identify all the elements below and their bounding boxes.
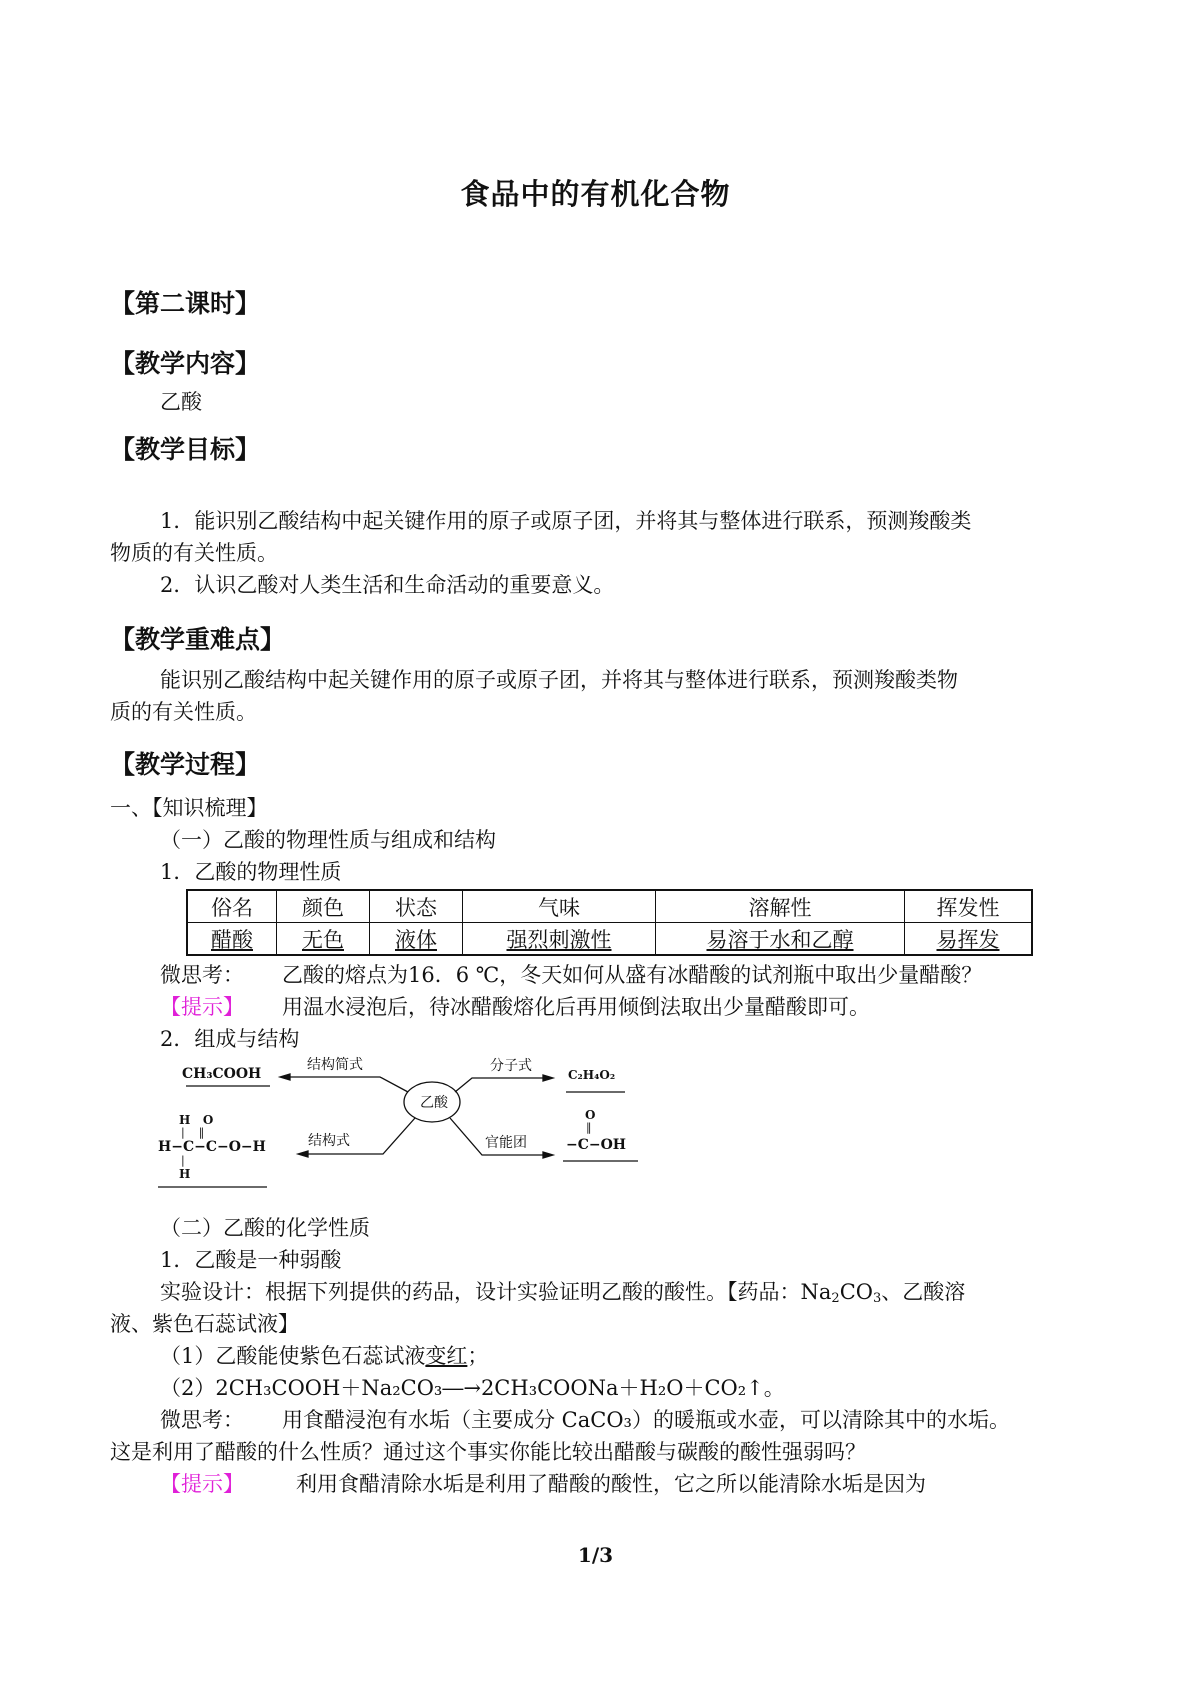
structure-diagram [150, 1050, 650, 1190]
process-heading: 【教学过程】 [110, 750, 261, 779]
table-cell: 醋酸 [187, 923, 277, 956]
experiment-text: 、乙酸溶 [881, 1280, 966, 1304]
item-3: 1．乙酸是一种弱酸 [160, 1248, 342, 1272]
func-group-double-bond: ‖ [586, 1121, 592, 1134]
goal-2: 2．认识乙酸对人类生活和生命活动的重要意义。 [160, 573, 615, 597]
goal-1-line-2: 物质的有关性质。 [110, 541, 278, 565]
struct-bottom: H [179, 1167, 191, 1181]
result-1 [160, 1340, 488, 1372]
result-answer: 变红 [425, 1344, 468, 1368]
think-1-text: 乙酸的熔点为16．6 ℃，冬天如何从盛有冰醋酸的试剂瓶中取出少量醋酸？ [282, 963, 983, 987]
goal-1-line-1: 1．能识别乙酸结构中起关键作用的原子或原子团，并将其与整体进行联系，预测羧酸类 [160, 509, 972, 533]
table-row [187, 923, 1032, 956]
table-header-cell: 俗名 [187, 890, 277, 923]
goals-heading: 【教学目标】 [110, 435, 261, 464]
page-number: 1/3 [577, 1543, 614, 1567]
molecular-formula: C₂H₄O₂ [568, 1068, 616, 1082]
item-1: 1．乙酸的物理性质 [160, 860, 342, 884]
table-cell: 易挥发 [905, 923, 1033, 956]
simple-formula: CH₃COOH [182, 1066, 262, 1082]
table-cell: 液体 [370, 923, 463, 956]
hint-1-label: 【提示】 [160, 995, 244, 1019]
think-2-line-1: 用食醋浸泡有水垢（主要成分 CaCO₃）的暖瓶或水壶，可以清除其中的水垢。 [282, 1408, 1010, 1432]
hint-2-text: 利用食醋清除水垢是利用了醋酸的酸性，它之所以能清除水垢是因为 [296, 1472, 926, 1496]
think-1-label: 微思考： [160, 963, 244, 987]
experiment-line-2: 液、紫色石蕊试液】 [110, 1312, 299, 1336]
experiment-text: 实验设计：根据下列提供的药品，设计实验证明乙酸的酸性。【药品：Na [160, 1280, 832, 1304]
table-header-cell: 气味 [463, 890, 656, 923]
table-header-row [187, 890, 1032, 923]
struct-top: H O [179, 1113, 214, 1127]
keypoints-heading: 【教学重难点】 [110, 625, 286, 654]
lesson-heading: 【第二课时】 [110, 289, 261, 318]
keypoints-line-1: 能识别乙酸结构中起关键作用的原子或原子团，并将其与整体进行联系，预测羧酸类物 [160, 668, 958, 692]
subsection-1: （一）乙酸的物理性质与组成和结构 [160, 828, 496, 852]
experiment-line-1: 实验设计：根据下列提供的药品，设计实验证明乙酸的酸性。【药品：$Na_2CO_3$、乙酸溶 [160, 1280, 966, 1306]
content-text: 乙酸 [160, 390, 202, 414]
struct-main: H−C−C−O−H [158, 1139, 266, 1155]
table-header-cell: 颜色 [277, 890, 370, 923]
table-header-cell: 挥发性 [905, 890, 1033, 923]
struct-bonds-bottom: | [181, 1154, 185, 1167]
func-group-formula: −C−OH [566, 1137, 627, 1153]
result-text: （1）乙酸能使紫色石蕊试液 [160, 1344, 426, 1368]
table-header-cell: 状态 [370, 890, 463, 923]
func-group-o: O [585, 1108, 596, 1122]
keypoints-line-2: 质的有关性质。 [110, 700, 257, 724]
think-2-line-2: 这是利用了醋酸的什么性质？通过这个事实你能比较出醋酸与碳酸的酸性强弱吗？ [110, 1440, 866, 1464]
diagram-label-structural: 结构式 [308, 1133, 350, 1149]
document-title: 食品中的有机化合物 [460, 177, 731, 211]
think-2-label: 微思考： [160, 1408, 244, 1432]
physical-properties-table [186, 889, 1033, 956]
table-cell: 强烈刺激性 [463, 923, 656, 956]
result-text: ； [467, 1344, 489, 1368]
table-header-cell: 溶解性 [656, 890, 905, 923]
diagram-center-label: 乙酸 [420, 1095, 448, 1111]
struct-bonds-top: | ‖ [181, 1126, 205, 1139]
diagram-label-functional: 官能团 [485, 1135, 527, 1151]
diagram-label-simple: 结构简式 [307, 1057, 363, 1073]
result-2-equation: （2）2CH₃COOH＋Na₂CO₃―→2CH₃COONa＋H₂O＋CO₂↑。 [160, 1376, 785, 1400]
hint-1-text: 用温水浸泡后，待冰醋酸熔化后再用倾倒法取出少量醋酸即可。 [282, 995, 870, 1019]
content-heading: 【教学内容】 [110, 349, 261, 378]
table-cell: 易溶于水和乙醇 [656, 923, 905, 956]
item-2: 2．组成与结构 [160, 1027, 300, 1051]
subsection-2: （二）乙酸的化学性质 [160, 1216, 370, 1240]
hint-2-label: 【提示】 [160, 1472, 244, 1496]
diagram-label-molecular: 分子式 [490, 1058, 532, 1074]
part-1-heading: 一、【知识梳理】 [110, 796, 268, 820]
experiment-text: CO [839, 1280, 873, 1304]
table-cell: 无色 [277, 923, 370, 956]
